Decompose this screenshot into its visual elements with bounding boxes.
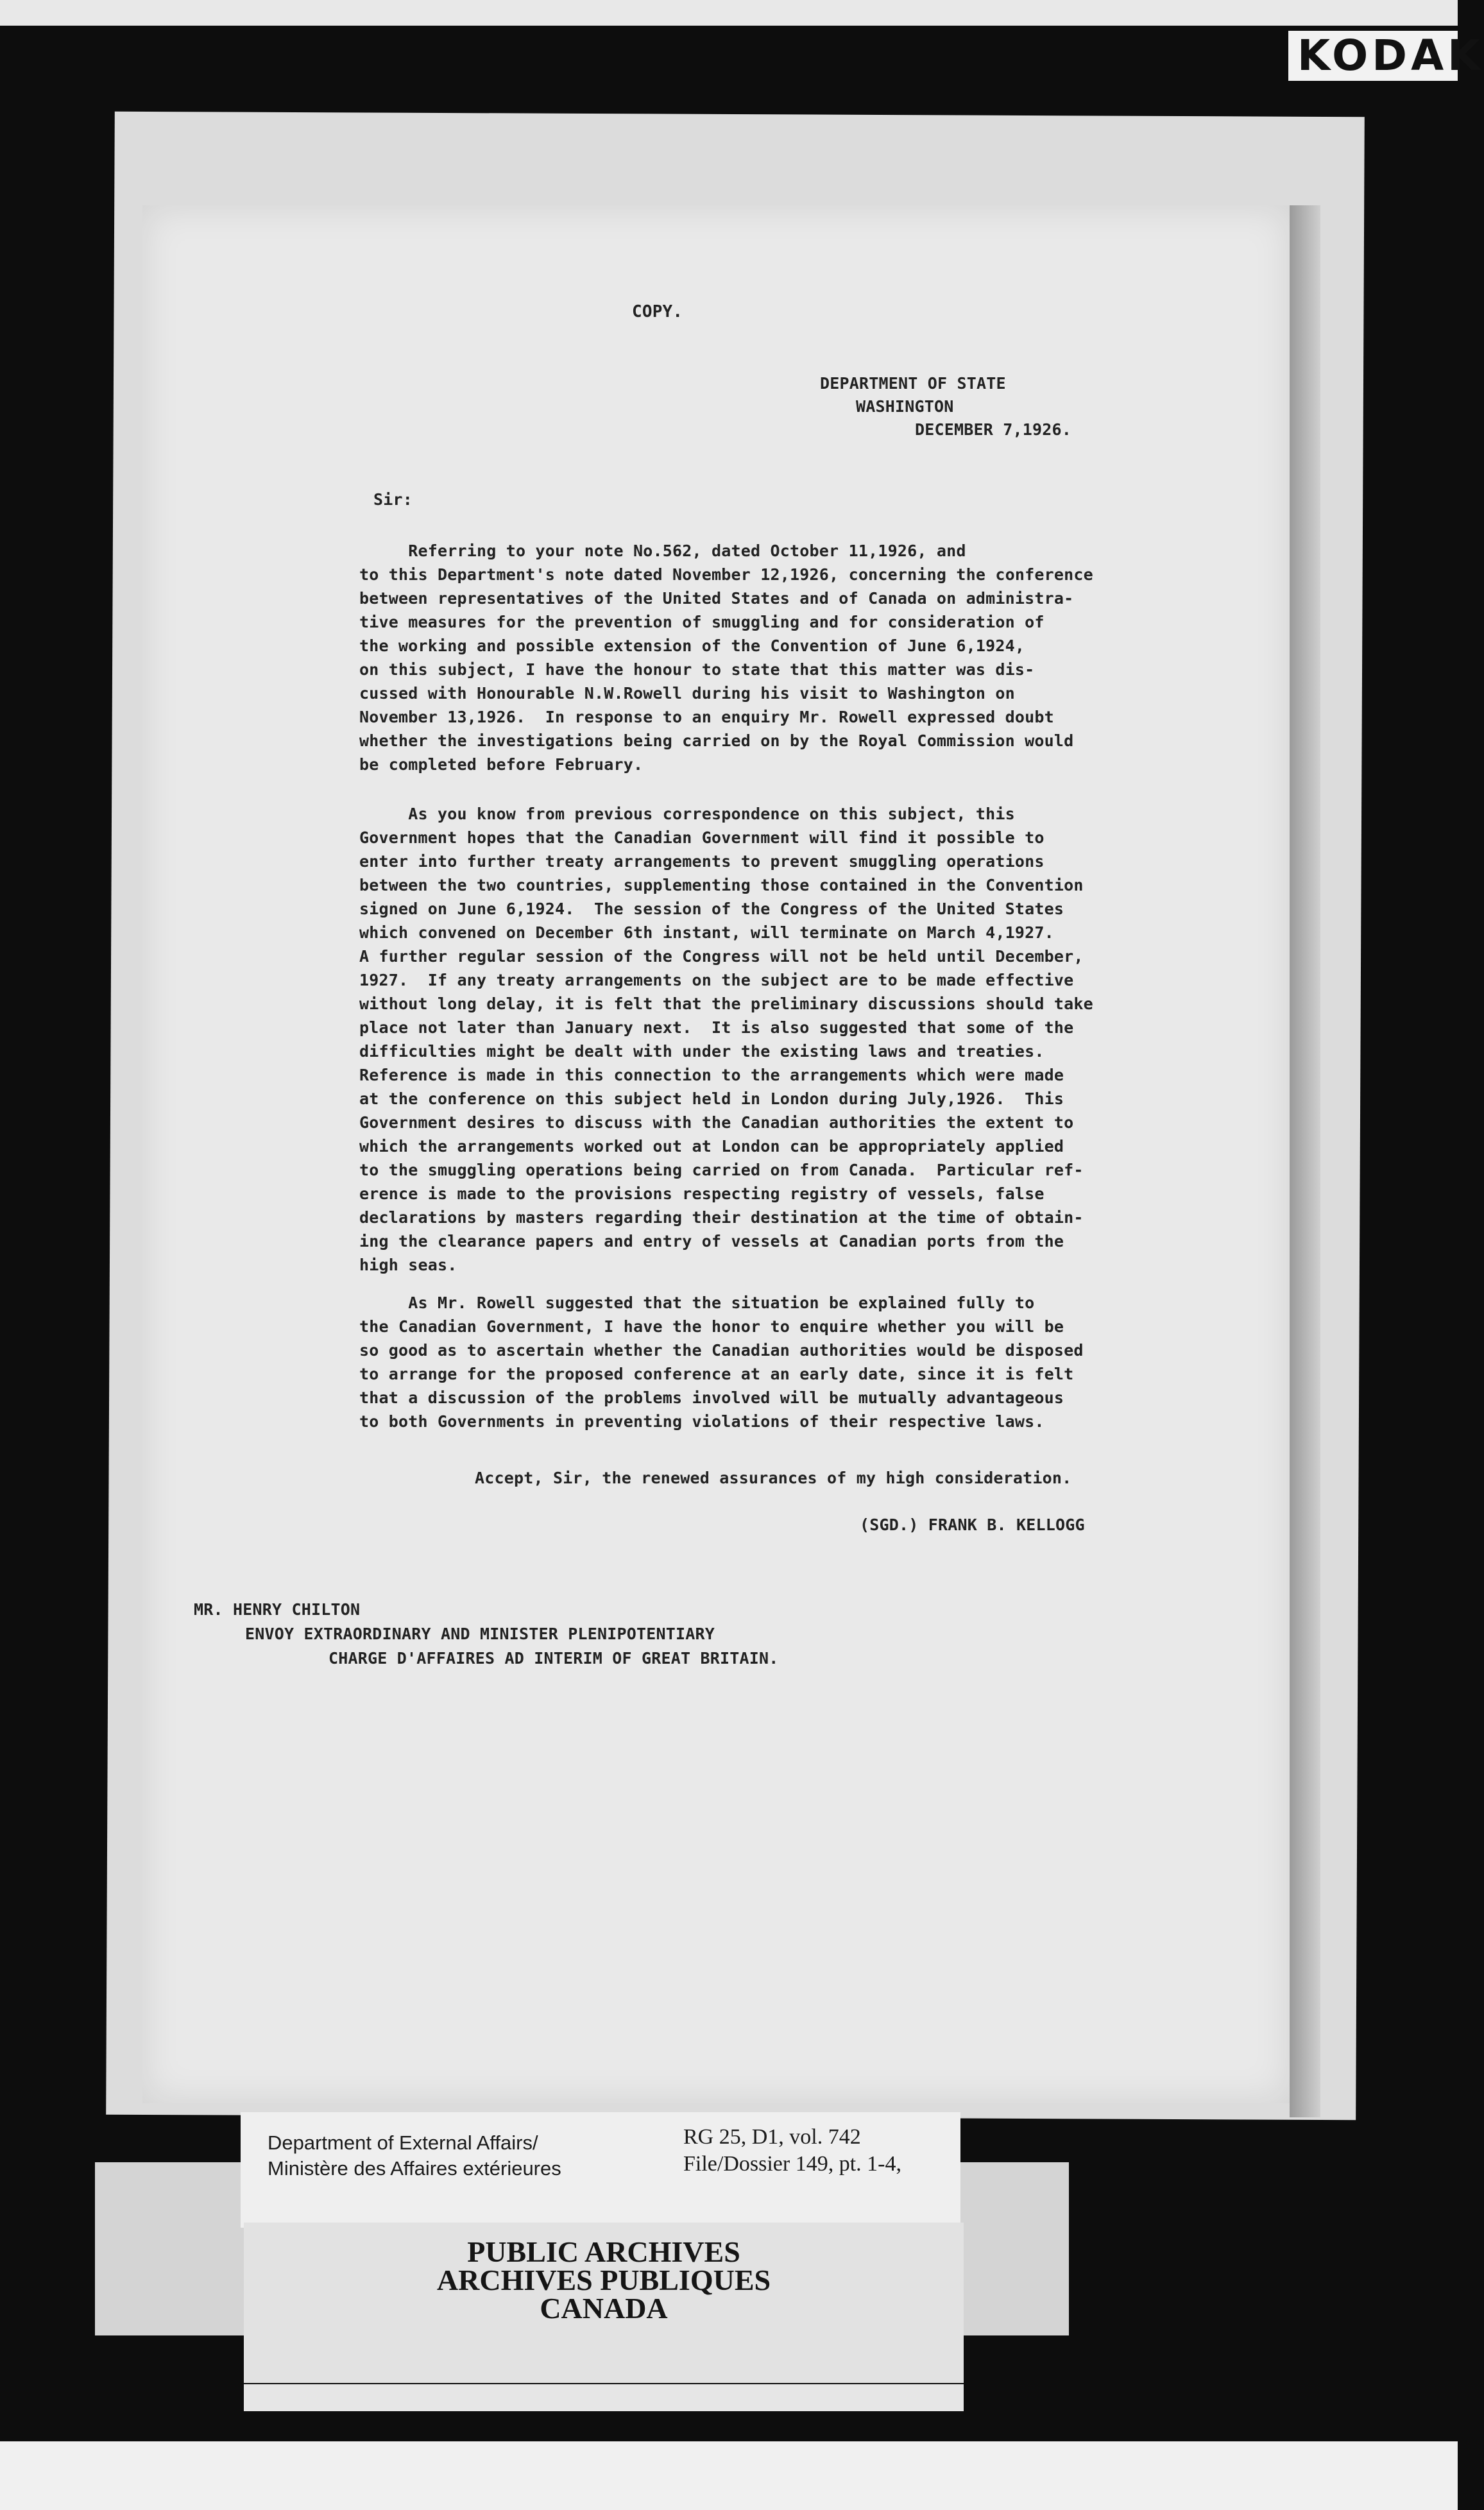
paragraph-line: to the smuggling operations being carried on from Canada. Particular ref- xyxy=(359,1161,1084,1179)
salutation: Sir: xyxy=(373,490,413,509)
letter-date: DECEMBER 7,1926. xyxy=(915,420,1072,439)
addressee-title: ENVOY EXTRAORDINARY AND MINISTER PLENIPOTENTIARY xyxy=(245,1625,715,1643)
paragraph-line: between representatives of the United States and of Canada on administra- xyxy=(359,589,1074,608)
film-edge-top xyxy=(0,0,1458,26)
closing-line: Accept, Sir, the renewed assurances of my high consideration. xyxy=(475,1469,1072,1487)
paragraph-line: on this subject, I have the honour to state that this matter was dis- xyxy=(359,660,1035,679)
paragraph-line: at the conference on this subject held in London during July,1926. This xyxy=(359,1089,1064,1108)
stamp-line-1: PUBLIC ARCHIVES xyxy=(467,2235,740,2268)
paragraph-line: which convened on December 6th instant, will terminate on March 4,1927. xyxy=(359,923,1054,942)
archive-department xyxy=(268,2130,561,2181)
stamp-line-3: CANADA xyxy=(540,2292,668,2325)
paragraph-line: As Mr. Rowell suggested that the situation be explained fully to xyxy=(359,1293,1035,1312)
paragraph-2 xyxy=(359,802,1270,1277)
addressee-block xyxy=(194,1598,779,1671)
paragraph-line: Government hopes that the Canadian Government will find it possible to xyxy=(359,828,1045,847)
paragraph-line: Referring to your note No.562, dated October 11,1926, and xyxy=(359,542,966,560)
paragraph-line: Reference is made in this connection to the arrangements which were made xyxy=(359,1066,1064,1084)
archives-stamp-text xyxy=(244,2235,964,2325)
paragraph-line: which the arrangements worked out at London can be appropriately applied xyxy=(359,1137,1064,1156)
paragraph-line: the working and possible extension of the Convention of June 6,1924, xyxy=(359,636,1025,655)
paragraph-line: difficulties might be dealt with under the existing laws and treaties. xyxy=(359,1042,1045,1061)
paragraph-line: tive measures for the prevention of smuggling and for consideration of xyxy=(359,613,1045,631)
paragraph-1 xyxy=(359,539,1270,776)
signature: (SGD.) FRANK B. KELLOGG xyxy=(860,1515,1085,1534)
addressee-role: CHARGE D'AFFAIRES AD INTERIM OF GREAT BRITAIN. xyxy=(328,1649,779,1668)
paragraph-line: to arrange for the proposed conference at an early date, since it is felt xyxy=(359,1365,1074,1383)
paragraph-line: that a discussion of the problems involved will be mutually advantageous xyxy=(359,1388,1064,1407)
archive-file-number: File/Dossier 149, pt. 1-4, xyxy=(683,2152,901,2176)
copy-mark: COPY. xyxy=(632,302,683,321)
paragraph-line: As you know from previous correspondence on this subject, this xyxy=(359,805,1015,823)
paragraph-line: whether the investigations being carried on by the Royal Commission would xyxy=(359,731,1074,750)
letterhead-city: WASHINGTON xyxy=(856,397,954,416)
kodak-film-marking: KODAK xyxy=(1288,31,1458,81)
stamp-line-2: ARCHIVES PUBLIQUES xyxy=(436,2264,771,2296)
paragraph-line: between the two countries, supplementing those contained in the Convention xyxy=(359,876,1084,894)
stamp-lower-strip xyxy=(244,2384,964,2411)
paragraph-line: so good as to ascertain whether the Canadian authorities would be disposed xyxy=(359,1341,1084,1360)
paragraph-line: declarations by masters regarding their destination at the time of obtain- xyxy=(359,1208,1084,1227)
letterhead-department: DEPARTMENT OF STATE xyxy=(820,374,1006,393)
paragraph-line: the Canadian Government, I have the honor to enquire whether you will be xyxy=(359,1317,1064,1336)
archive-reference-label xyxy=(241,2112,960,2228)
paragraph-line: be completed before February. xyxy=(359,755,644,774)
paragraph-line: to this Department's note dated November 12,1926, concerning the conference xyxy=(359,565,1093,584)
paragraph-line: without long delay, it is felt that the preliminary discussions should take xyxy=(359,995,1093,1013)
letterhead xyxy=(820,372,1071,441)
paragraph-line: November 13,1926. In response to an enquiry Mr. Rowell expressed doubt xyxy=(359,708,1054,726)
paragraph-line: to both Governments in preventing violations of their respective laws. xyxy=(359,1412,1045,1431)
page-shadow xyxy=(1290,205,1320,2117)
paragraph-line: 1927. If any treaty arrangements on the subject are to be made effective xyxy=(359,971,1074,989)
paragraph-line: Government desires to discuss with the Canadian authorities the extent to xyxy=(359,1113,1074,1132)
paragraph-3 xyxy=(359,1291,1270,1433)
paragraph-line: high seas. xyxy=(359,1256,457,1274)
paragraph-line: A further regular session of the Congress will not be held until December, xyxy=(359,947,1084,966)
film-edge-bottom xyxy=(0,2441,1458,2510)
archive-department-en: Department of External Affairs/ xyxy=(268,2131,538,2154)
archive-department-fr: Ministère des Affaires extérieures xyxy=(268,2157,561,2180)
paragraph-line: erence is made to the provisions respecting registry of vessels, false xyxy=(359,1184,1045,1203)
paragraph-line: ing the clearance papers and entry of vessels at Canadian ports from the xyxy=(359,1232,1064,1251)
paragraph-line: place not later than January next. It is also suggested that some of the xyxy=(359,1018,1074,1037)
archive-reference xyxy=(683,2124,901,2178)
paragraph-line: cussed with Honourable N.W.Rowell during his visit to Washington on xyxy=(359,684,1015,703)
addressee-name: MR. HENRY CHILTON xyxy=(194,1600,361,1619)
paragraph-line: enter into further treaty arrangements to prevent smuggling operations xyxy=(359,852,1045,871)
paragraph-line: signed on June 6,1924. The session of the Congress of the United States xyxy=(359,900,1064,918)
archive-record-group: RG 25, D1, vol. 742 xyxy=(683,2125,861,2149)
